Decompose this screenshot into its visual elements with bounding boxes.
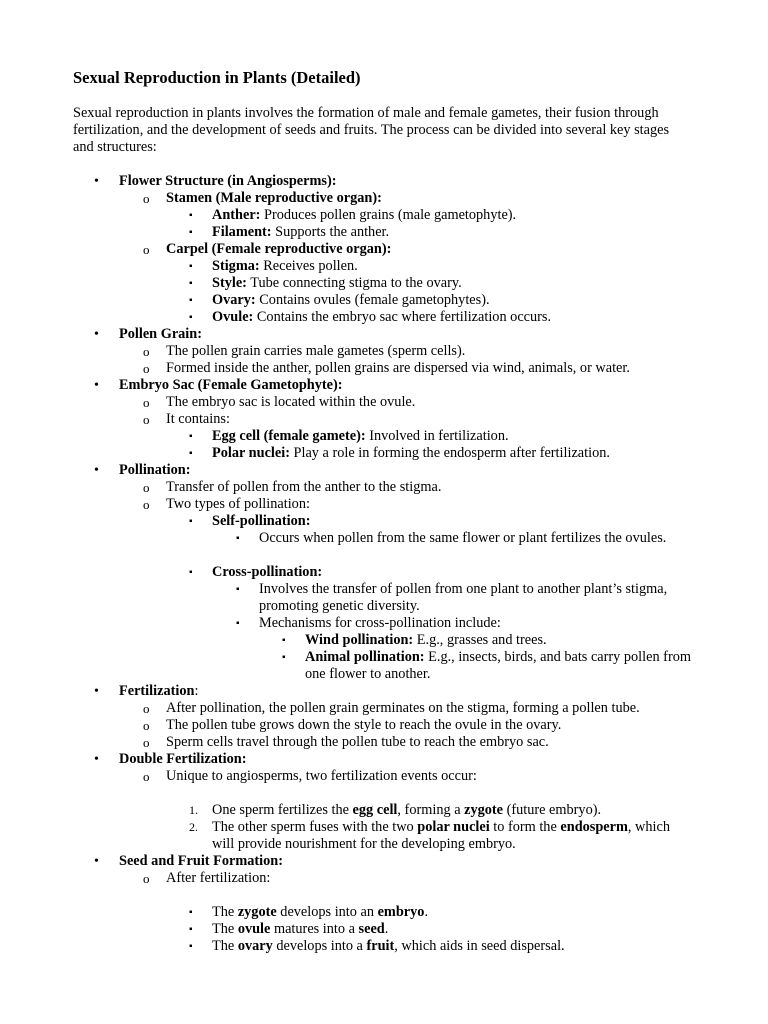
bullet-circle: o [143, 735, 150, 750]
bullet-square: ▪ [189, 924, 193, 935]
bullet-square: ▪ [282, 635, 286, 646]
bullet-disc: • [94, 327, 99, 342]
item-self-pollination: Occurs when pollen from the same flower or plant fertilizes the ovules. [259, 530, 667, 546]
list-item [73, 632, 713, 649]
bullet-square: ▪ [189, 312, 193, 323]
bullet-disc: • [94, 174, 99, 189]
bullet-circle: o [143, 191, 150, 206]
list-item [73, 343, 713, 360]
list-item [73, 377, 713, 394]
section-heading-seed-fruit: Seed and Fruit Formation: [119, 853, 284, 869]
item-fertilization-1: After pollination, the pollen grain germinates on the stigma, forming a pollen tube. [166, 700, 640, 716]
list-item [73, 513, 713, 530]
list-item [73, 615, 713, 632]
item-seed-1: After fertilization: [166, 870, 271, 886]
bullet-circle: o [143, 871, 150, 886]
bullet-circle: o [143, 718, 150, 733]
item-egg-cell: Egg cell (female gamete): Involved in fertilization. [212, 428, 509, 444]
number-marker: 1. [189, 803, 198, 817]
outline-list [73, 173, 713, 955]
item-ovary: Ovary: Contains ovules (female gametophytes). [212, 292, 490, 308]
section-heading-double-fertilization: Double Fertilization: [119, 751, 247, 767]
bullet-square: ▪ [189, 941, 193, 952]
section-heading-fertilization: Fertilization: [119, 683, 199, 699]
spacer [73, 887, 713, 904]
list-item [73, 428, 713, 445]
item-cross-pollination-1: Involves the transfer of pollen from one plant to another plant’s stigma, promoting genetic diversity. [259, 581, 668, 614]
bullet-circle: o [143, 497, 150, 512]
item-embryo-2: It contains: [166, 411, 230, 427]
list-item [73, 275, 713, 292]
bullet-square: ▪ [189, 431, 193, 442]
item-ovule: Ovule: Contains the embryo sac where fertilization occurs. [212, 309, 552, 325]
section-heading-embryo: Embryo Sac (Female Gametophyte): [119, 377, 343, 393]
bullet-disc: • [94, 463, 99, 478]
list-item [73, 700, 713, 717]
item-double-1: Unique to angiosperms, two fertilization events occur: [166, 768, 477, 784]
spacer [73, 785, 713, 802]
item-polar-nuclei: Polar nuclei: Play a role in forming the endosperm after fertilization. [212, 445, 610, 461]
bullet-square: ▪ [189, 278, 193, 289]
bullet-square: ▪ [189, 907, 193, 918]
list-item [73, 819, 713, 853]
bullet-circle: o [143, 701, 150, 716]
item-style: Style: Tube connecting stigma to the ovary. [212, 275, 462, 291]
list-item [73, 258, 713, 275]
list-item [73, 190, 713, 207]
list-item [73, 173, 713, 190]
bullet-disc: • [94, 854, 99, 869]
list-item [73, 938, 713, 955]
bullet-square: ▪ [236, 533, 240, 544]
section-heading-flower: Flower Structure (in Angiosperms): [119, 173, 337, 189]
list-item [73, 411, 713, 428]
intro-paragraph: Sexual reproduction in plants involves the formation of male and female gametes, their fusion through fertilization, and the development of seeds and fruits. The process can be divided into several key stages and structures: [73, 105, 670, 155]
list-item [73, 904, 713, 921]
item-cross-pollination-2: Mechanisms for cross-pollination include: [259, 615, 501, 631]
bullet-square: ▪ [236, 584, 240, 595]
item-wind-pollination: Wind pollination: E.g., grasses and trees. [305, 632, 547, 648]
item-stigma: Stigma: Receives pollen. [212, 258, 358, 274]
list-item [73, 360, 713, 377]
list-item [73, 768, 713, 785]
item-pollen-1: The pollen grain carries male gametes (sperm cells). [166, 343, 466, 359]
bullet-square: ▪ [236, 618, 240, 629]
item-pollination-2: Two types of pollination: [166, 496, 310, 512]
item-animal-pollination: Animal pollination: E.g., insects, birds, and bats carry pollen from one flower to another. [305, 649, 691, 682]
bullet-circle: o [143, 361, 150, 376]
item-pollen-2: Formed inside the anther, pollen grains are dispersed via wind, animals, or water. [166, 360, 630, 376]
item-fertilization-3: Sperm cells travel through the pollen tube to reach the embryo sac. [166, 734, 549, 750]
list-item [73, 445, 713, 462]
list-item [73, 530, 713, 564]
list-item [73, 326, 713, 343]
bullet-square: ▪ [189, 295, 193, 306]
list-item [73, 224, 713, 241]
bullet-square: ▪ [189, 210, 193, 221]
subheading-self-pollination: Self-pollination: [212, 513, 311, 529]
subheading-carpel: Carpel (Female reproductive organ): [166, 241, 392, 257]
list-item [73, 479, 713, 496]
list-item [73, 734, 713, 751]
item-double-step-2: The other sperm fuses with the two polar nuclei to form the endosperm, which will provide nourishment for the developing embryo. [212, 819, 670, 852]
document-page [73, 68, 713, 954]
item-embryo-1: The embryo sac is located within the ovule. [166, 394, 416, 410]
bullet-square: ▪ [189, 567, 193, 578]
item-ovule-seed: The ovule matures into a seed. [212, 921, 389, 937]
list-item [73, 649, 713, 683]
bullet-circle: o [143, 769, 150, 784]
section-heading-pollen: Pollen Grain: [119, 326, 202, 342]
bullet-square: ▪ [189, 516, 193, 527]
section-heading-pollination: Pollination: [119, 462, 191, 478]
bullet-circle: o [143, 395, 150, 410]
number-marker: 2. [189, 820, 198, 834]
list-item [73, 462, 713, 479]
item-anther: Anther: Produces pollen grains (male gametophyte). [212, 207, 517, 223]
bullet-square: ▪ [189, 227, 193, 238]
list-item [73, 564, 713, 581]
bullet-disc: • [94, 684, 99, 699]
list-item [73, 683, 713, 700]
bullet-circle: o [143, 344, 150, 359]
list-item [73, 496, 713, 513]
bullet-disc: • [94, 378, 99, 393]
subheading-cross-pollination: Cross-pollination: [212, 564, 323, 580]
bullet-square: ▪ [189, 448, 193, 459]
bullet-disc: • [94, 752, 99, 767]
list-item [73, 802, 713, 819]
list-item [73, 581, 713, 615]
list-item [73, 870, 713, 887]
bullet-square: ▪ [189, 261, 193, 272]
list-item [73, 751, 713, 768]
item-double-step-1: One sperm fertilizes the egg cell, forming a zygote (future embryo). [212, 802, 602, 818]
document-title: Sexual Reproduction in Plants (Detailed) [73, 68, 361, 87]
list-item [73, 394, 713, 411]
list-item [73, 292, 713, 309]
subheading-stamen: Stamen (Male reproductive organ): [166, 190, 382, 206]
bullet-square: ▪ [282, 652, 286, 663]
item-pollination-1: Transfer of pollen from the anther to the stigma. [166, 479, 442, 495]
list-item [73, 207, 713, 224]
item-fertilization-2: The pollen tube grows down the style to reach the ovule in the ovary. [166, 717, 562, 733]
bullet-circle: o [143, 242, 150, 257]
list-item [73, 241, 713, 258]
list-item [73, 921, 713, 938]
bullet-circle: o [143, 412, 150, 427]
item-ovary-fruit: The ovary develops into a fruit, which aids in seed dispersal. [212, 938, 565, 954]
bullet-circle: o [143, 480, 150, 495]
list-item [73, 853, 713, 870]
list-item [73, 717, 713, 734]
list-item [73, 309, 713, 326]
item-filament: Filament: Supports the anther. [212, 224, 390, 240]
item-zygote: The zygote develops into an embryo. [212, 904, 429, 920]
